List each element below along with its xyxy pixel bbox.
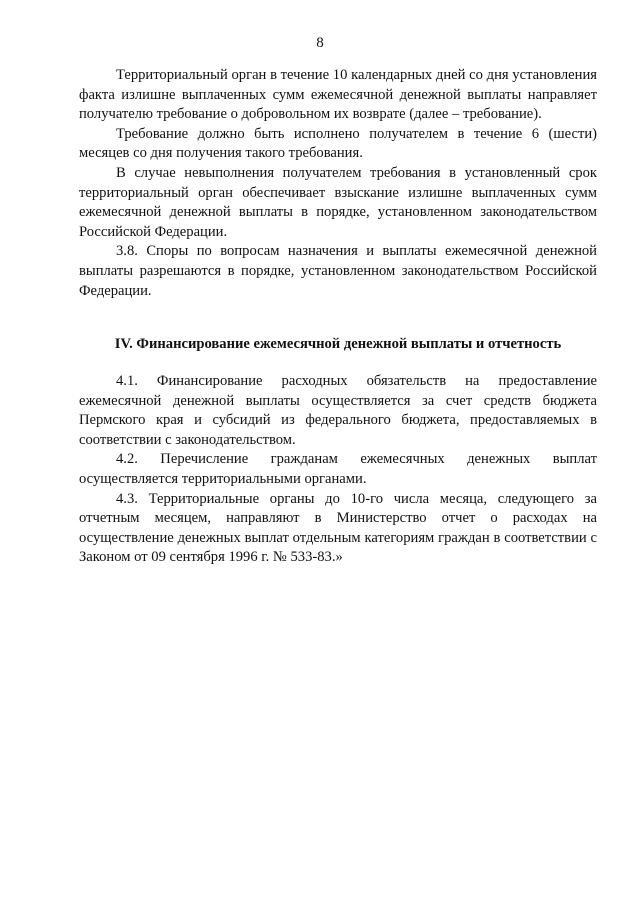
paragraph-demand-term: Требование должно быть исполнено получателем в течение 6 (шести) месяцев со дня получения такого требования. [79,125,597,162]
paragraph-enforced-recovery: В случае невыполнения получателем требования в установленный срок территориальный орган обеспечивает взыскание излишне выплаченных сумм ежемесячной денежной выплаты в порядке, установленном законодательством Российской Федерации. [79,164,597,240]
paragraph-4-1-financing: 4.1. Финансирование расходных обязательств на предоставление ежемесячной денежной выплаты осуществляется за счет средств бюджета Пермского края и субсидий из федерального бюджета, предоставляемых в соответствии с законодательством. [79,373,597,448]
body-text-bottom [79,372,597,568]
paragraph-4-3-report: 4.3. Территориальные органы до 10-го числа месяца, следующего за отчетным месяцем, направляют в Министерство отчет о расходах на осуществление денежных выплат отдельным категориям граждан в соответствии с Законом от 09 сентября 1996 г. № 533-83.» [79,490,597,566]
paragraph-3-8-disputes: 3.8. Споры по вопросам назначения и выплаты ежемесячной денежной выплаты разрешаются в порядке, установленном законодательством Российской Федерации. [79,243,597,299]
paragraph-refund-demand: Территориальный орган в течение 10 календарных дней со дня установления факта излишне выплаченных сумм ежемесячной денежной выплаты направляет получателю требование о добровольном их возврате (далее – требование). [79,67,597,123]
paragraph-4-2-transfer: 4.2. Перечисление гражданам ежемесячных денежных выплат осуществляется территориальными органами. [79,451,597,487]
body-text-top [79,66,597,301]
section-heading: IV. Финансирование ежемесячной денежной выплаты и отчетность [114,336,562,352]
page-number: 8 [316,35,324,51]
